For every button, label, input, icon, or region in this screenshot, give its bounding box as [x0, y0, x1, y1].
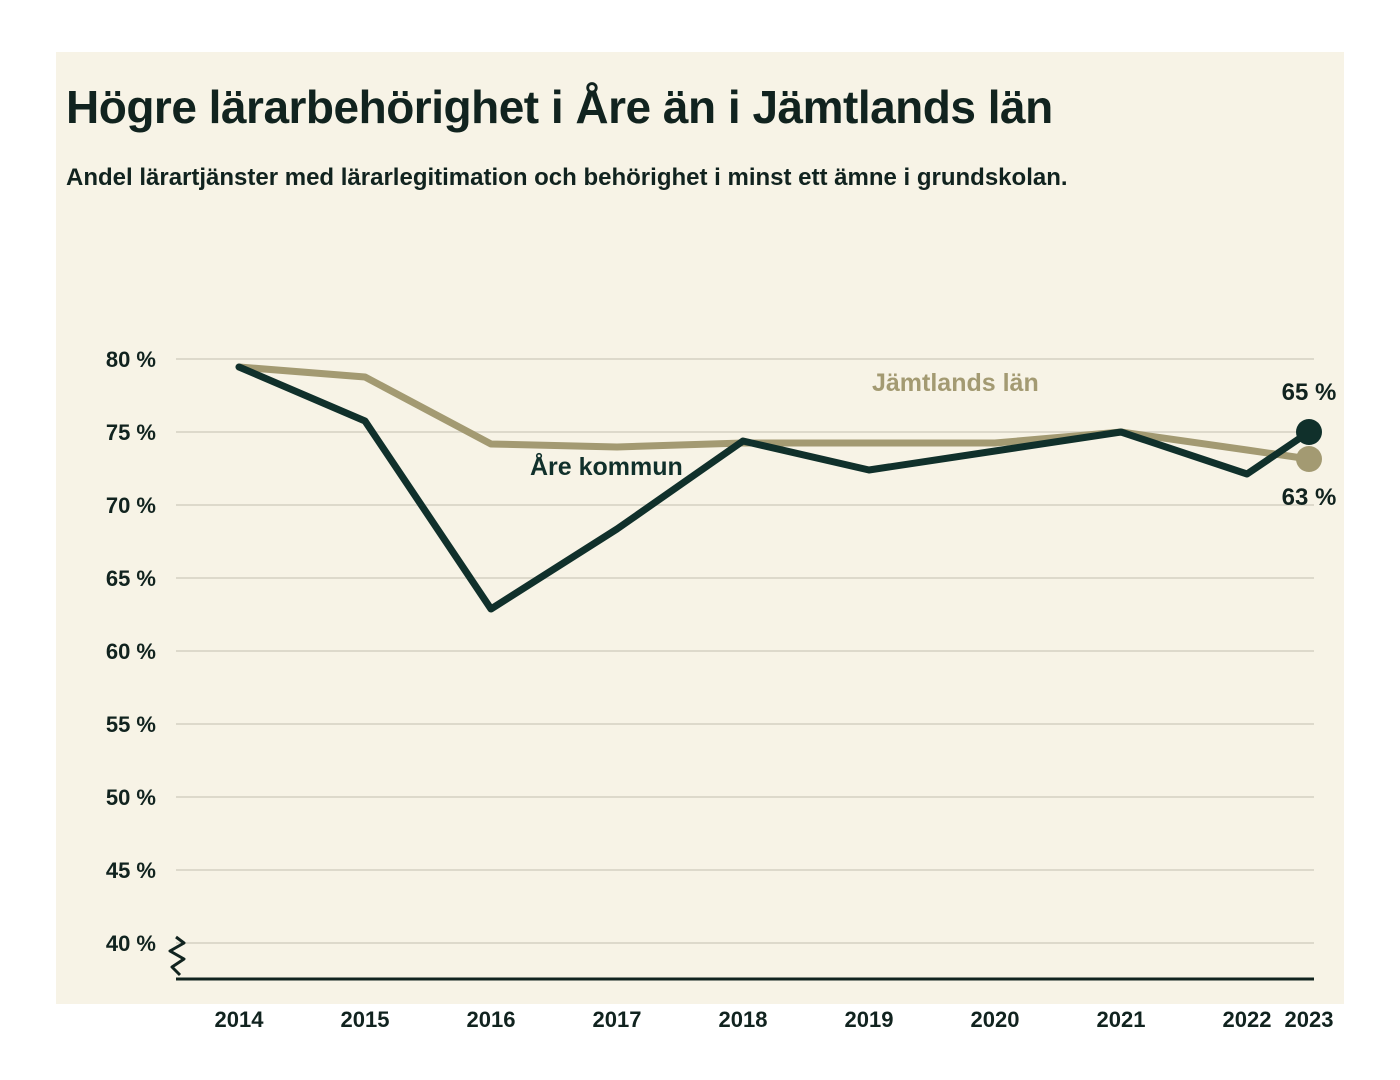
x-tick-label: 2017	[592, 1007, 642, 1032]
line-chart-svg	[56, 237, 1344, 1032]
plot-area	[56, 237, 1344, 1032]
x-tick-label: 2022	[1222, 1007, 1272, 1032]
y-tick-label: 70 %	[105, 493, 156, 518]
endpoint-marker-are-kommun	[1296, 419, 1322, 445]
series-line-are-kommun	[239, 367, 1309, 609]
x-tick-label: 2020	[970, 1007, 1020, 1032]
gridlines	[176, 359, 1314, 943]
x-axis-ticks	[215, 1007, 1334, 1032]
y-tick-label: 65 %	[105, 566, 156, 591]
endpoint-marker-jamtlands-lan	[1296, 446, 1322, 472]
y-tick-label: 75 %	[105, 420, 156, 445]
series-label-jamtlands-lan: Jämtlands län	[872, 369, 1039, 397]
x-tick-label: 2015	[340, 1007, 390, 1032]
y-tick-label: 40 %	[105, 931, 156, 956]
x-tick-label: 2014	[214, 1007, 264, 1032]
chart-title: Högre lärarbehörighet i Åre än i Jämtlands län	[66, 81, 1053, 133]
y-tick-label: 50 %	[105, 785, 156, 810]
series-label-are-kommun: Åre kommun	[530, 453, 683, 481]
y-axis-ticks	[106, 347, 156, 956]
y-tick-label: 45 %	[105, 858, 156, 883]
x-tick-label: 2021	[1096, 1007, 1146, 1032]
x-tick-label: 2016	[466, 1007, 516, 1032]
y-tick-label: 80 %	[105, 347, 156, 372]
chart-subtitle: Andel lärartjänster med lärarlegitimation och behörighet i minst ett ämne i grundskolan.	[66, 164, 1068, 191]
endpoint-label-are-kommun: 65 %	[1281, 379, 1337, 406]
x-tick-label: 2018	[718, 1007, 768, 1032]
x-tick-label: 2023	[1284, 1007, 1334, 1032]
endpoint-label-jamtlands-lan: 63 %	[1281, 484, 1337, 511]
chart-figure	[56, 52, 1344, 1032]
y-tick-label: 55 %	[105, 712, 156, 737]
y-tick-label: 60 %	[105, 639, 156, 664]
x-tick-label: 2019	[844, 1007, 894, 1032]
